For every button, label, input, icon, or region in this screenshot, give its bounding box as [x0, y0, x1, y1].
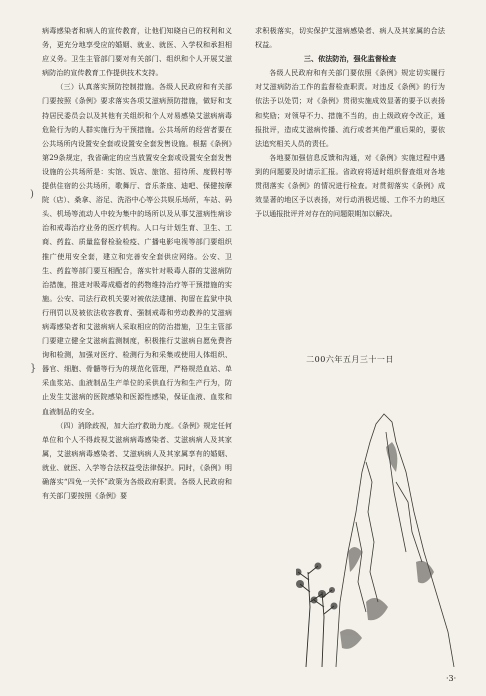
left-column [42, 24, 232, 503]
left-paragraph-3: （四）消除歧视，加大治疗救助力度。《条例》规定任何单位和个人不得歧视艾滋病病毒感染者、艾滋病病人及其家属，艾滋病病毒感染者、艾滋病病人及其家属享有的婚姻、就业、就医、入学等合法权益受法律保护。同时，《条例》明确落实“四免一关怀”政策为各级政府职责。各级人民政府和有关部门要按照《条例》要 [42, 420, 232, 501]
right-paragraph-2: 各级人民政府和有关部门要依照《条例》规定切实履行对艾滋病防治工作的监督检查职责。对违反《条例》的行为依法予以处罚；对《条例》贯彻实施成效显著的要予以表扬和奖励；对领导不力、措施不当的，由上级政府令改正，通报批评，造成艾滋病传播、流行或者其他严重后果的，要依法追究相关人员的责任。 [255, 68, 445, 148]
right-column [255, 24, 445, 221]
section-heading: 三、依法防治，强化监督检查 [303, 54, 397, 64]
document-date: 二00六年五月三十一日 [306, 355, 394, 364]
page-number: ·3· [446, 674, 457, 683]
binding-mark: } [30, 363, 37, 374]
binding-mark: ) [30, 189, 34, 200]
left-paragraph-2: （三）认真落实预防控制措施。各级人民政府和有关部门要按照《条例》要求落实各项艾滋病预防措施，做好和支持居民委员会以及其他有关组织和个人对易感染艾滋病病毒危险行为的人群实施行为干预措施。公共场所的经营者要在公共场所内设置安全套或设置安全套发售设施。根据《条例》第29条规定，我省确定的应当放置安全套或设置安全套发售设施的公共场所是：实馆、饭店、旅馆、招待所、度假村等提供住宿的公共场所，歌舞厅、音乐茶座、迪吧、保健按摩院（店）、桑拿、浴足、洗浴中心等公共娱乐场所，车站、码头、机场等流动人中较为集中的场所以及从事艾滋病性病诊治和戒毒治疗业务的医疗机构。人口与计划生育、卫生、工商、药监、质量监督检验检疫、广播电影电视等部门要组织推广使用安全套，建立和完善安全套供应网络。公安、卫生、药监等部门要互相配合，落实针对吸毒人群的艾滋病防治措施，推进对吸毒成瘾者的药物维持治疗等干预措施的实施。公安、司法行政机关要对被依法逮捕、拘留在监狱中执行刑罚以及被依法收容教育、强制戒毒和劳动教养的艾滋病病毒感染者和艾滋病病人采取相应的防治措施，卫生主管部门要建立健全艾滋病监测制度，积极推行艾滋病自愿免费咨询和检测，加强对医疗、检测行为和采集或使用人体组织、器官、细胞、骨髓等行为的规范化管理，严格规范血站、单采血浆站、血液制品生产单位的采供血行为和生产行为，防止发生艾滋病的医院感染和医源性感染，保证血液、血浆和血液制品的安全。 [42, 82, 232, 416]
right-paragraph-3: 各地要加强信息反馈和沟通，对《条例》实施过程中遇到的问题要及时请示汇报。省政府将适时组织督查组对各地贯彻落实《条例》的情况进行检查。对贯彻落实《条例》成效显著的地区予以表扬，对行动消极迟缓、工作不力的地区予以通报批评并对存在的问题限期加以解决。 [255, 152, 445, 219]
left-paragraph-1: 病毒感染者和病人的宣传教育，让他们知晓自已的权利和义务，更充分地享受应的婚姻、就业、就医、入学权和承担相应义务。卫生主管部门要对有关部门、组织和个人开展艾滋病防治的宣传教育工作提供技术支持。 [42, 26, 232, 78]
landscape-illustration [296, 402, 456, 667]
right-paragraph-1: 求积极落实，切实保护艾滋病感染者、病人及其家属的合法权益。 [255, 26, 445, 50]
